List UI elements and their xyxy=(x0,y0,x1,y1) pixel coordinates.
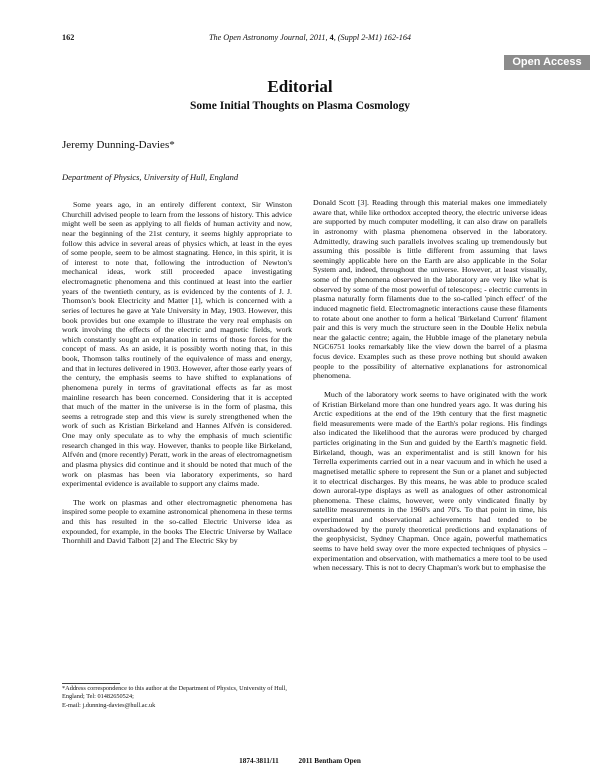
footnote-email: E-mail: j.dunning-davies@hull.ac.uk xyxy=(62,701,156,709)
correspondence-footnote xyxy=(62,685,297,710)
journal-volume: 4 xyxy=(329,33,334,42)
journal-details: , 2011, xyxy=(305,33,330,42)
running-head xyxy=(62,33,558,47)
journal-name: The Open Astronomy Journal xyxy=(208,33,306,42)
article-title: Some Initial Thoughts on Plasma Cosmology xyxy=(190,100,410,112)
journal-citation xyxy=(62,33,558,42)
section-heading: Editorial xyxy=(267,77,333,96)
footer-publisher: 2011 Bentham Open xyxy=(298,757,361,765)
footnote-address: *Address correspondence to this author at the Department of Physics, University of Hull, England; Tel: 01482650524; xyxy=(62,685,287,701)
body-paragraph: Some years ago, in an entirely different context, Sir Winston Churchill advised people to learn from the lessons of history. This advice might well be seen as applying to all fields of human activity and now, near the beginning of the 21st century, it seems highly appropriate to follow this advice in several areas of physics which, at least in the eyes of some people, seem to be almost stagnating. Hence, in this spirit, it is of interest to note that, following the introduction of Newton's mechanical ideas, work still proceeded apace investigating electromagnetic phenomena and this continued at least into the earlier years of the twentieth century, as is evidenced by the contents of J. J. Thomson's book Electricity and Matter [1], which is concerned with a series of lectures he gave at Yale University in May, 1903. However, this book provides but one example to illustrate the very real emphasis on work involving the effects of the electric and magnetic fields, work which constantly sought an explanation in terms of those forces for the concept of mass. As an aside, it is possibly worth noting that, in this book, Thomson talks routinely of the equivalence of mass and energy, and that in lectures delivered in 1903. However, after those early years of the century, the emphasis seems to have shifted to explanations of phenomena purely in terms of gravitational effects as far as most mainline research has been concerned. Considering that it is accepted that much of the matter in the universe is in the form of plasma, this seems a retrograde step and this view is surely strengthened when the work of such as Kristian Birkeland and Hannes Alfvén is considered. One may only speculate as to why the emphasis of much scientific research changed in this way. However, thanks to people like Birkeland, Alfvén and (more recently) Peratt, work in the areas of electromagnetism and plasma physics did continue and it should be noted that much of the work on plasmas has been via laboratory experiments, so hard experimental evidence is available to support any claims made. xyxy=(62,200,292,489)
page-footer xyxy=(0,757,600,765)
body-paragraph: Donald Scott [3]. Reading through this material makes one immediately aware that, while like orthodox accepted theory, the electric universe ideas are supported by much computer modelling, it can also draw on parallels in astronomy with plasma phenomena observed in the laboratory. Admittedly, drawing such parallels involves scaling up tremendously but assuming this possible is little different from assuming that laws seemingly applicable here on the Earth are also applicable in the Solar System and, indeed, throughout the universe. However, at least visually, some of the phenomena observed in the laboratory are very like what is observed by some of the most powerful of telescopes; - electric currents in plasma naturally form filaments due to the so-called 'pinch effect' of the induced magnetic field. Electromagnetic interactions cause these filaments to rotate about one another to form a helical 'Birkeland Current' filament pair and this is very much the structure seen in the Double Helix nebula near the galactic centre; again, the Hubble image of the planetary nebula NGC6751 looks remarkably like the view down the barrel of a plasma focus device. Examples such as these prove nothing but should awaken people to the possibility of alternative explanations for astronomical phenomena. xyxy=(313,198,547,381)
author-affiliation: Department of Physics, University of Hull, England xyxy=(62,172,239,182)
body-column-right xyxy=(313,198,547,573)
open-access-badge: Open Access xyxy=(504,55,590,70)
body-paragraph: Much of the laboratory work seems to have originated with the work of Kristian Birkeland more than one hundred years ago. It was during his Arctic expeditions at the end of the 19th century that the first magnetic field measurements were made of the Earth's polar regions. His findings also indicated the likelihood that the auroras were produced by charged particles originating in the Sun and guided by the Earth's magnetic field. Birkeland, though, was an experimentalist and is still known for his Terrella experiments carried out in a near vacuum and in which he used a magnetised metallic sphere to represent the Sun or a planet and subjected it to electrical discharges. By this means, he was able to produce scaled down auroral-type displays as well as analogues of other astronomical phenomena. These claims, however, were only vindicated finally by satellite measurements in the 1960's and 70's. To that point in time, his experimental and observational achievements had tended to be overshadowed by the purely theoretical predictions and explanations of the geophysicist, Sydney Chapman. Once again, powerful mathematics seems to have held sway over the more expected techniques of physics – experimentation and observation, with mathematics a mere tool to be used when necessary. This is not to decry Chapman's work but to emphasise the xyxy=(313,389,547,573)
author-name: Jeremy Dunning-Davies* xyxy=(62,139,175,151)
body-column-left xyxy=(62,200,292,546)
journal-issue-pages: , (Suppl 2-M1) 162-164 xyxy=(333,33,412,42)
body-paragraph: The work on plasmas and other electromagnetic phenomena has inspired some people to examine astronomical phenomena in these terms and this has resulted in the so-called Electric Universe idea as expounded, for example, in the books The Electric Universe by Wallace Thornhill and David Talbott [2] and The Electric Sky by xyxy=(62,497,292,546)
footer-issn: 1874-3811/11 xyxy=(239,757,279,765)
footnote-divider xyxy=(62,683,120,684)
page-number: 162 xyxy=(62,33,75,42)
